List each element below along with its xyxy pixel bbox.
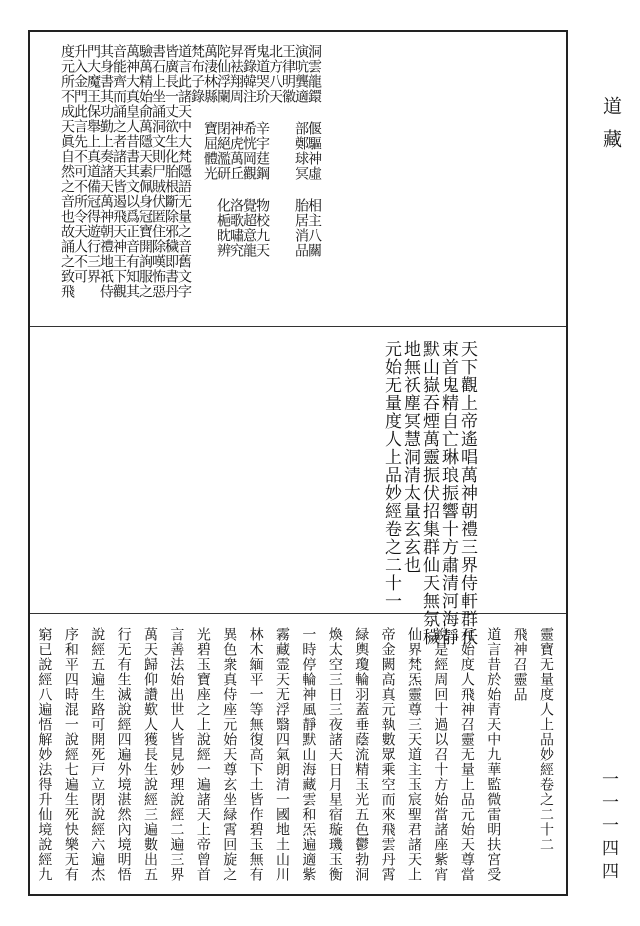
panel-top-column: 驗萬精始俞萬隱天素佩身冠寶開詢服之 [137, 44, 153, 299]
panel-bottom-column: 行无有生滅說經四遍外境湛然內境明悟 [115, 627, 132, 882]
panel-top-column: 升入金門此言先不可不所令天人不可 [72, 44, 88, 284]
panel-top-column: 書石上坐誦洞文則尸賊伏匿住除嘆怖惡 [150, 44, 166, 299]
panel-top-column: 度元所不成天眞自然之音也故誦之致飛 [59, 44, 75, 299]
panel-bottom-column: 異色衆真侍座元始天尊玄坐緑霄回旋之 [221, 627, 238, 882]
panel-top-column: 道言此諸天中大梵隱語无量之音舊文字 [176, 44, 192, 299]
panel-top-column: 北方八天 [267, 44, 283, 104]
panel-middle-column: 地無祅塵冥慧洞清太量玄玄也 [400, 340, 420, 574]
panel-bottom-column: 緑輿瓊輪羽蓋垂蔭流精玉光五色鬱勃洞 [353, 627, 370, 882]
panel-top-column: 鬼道哭玠 辛宇莛鋼 物校九天 [254, 44, 270, 258]
panel-top-column: 萬淒林縣 寶屈體光 [202, 44, 218, 181]
panel-top-column: 昇袪翔周 神虎萬丘 洛歌嘯究 [228, 44, 244, 258]
panel-middle-column: 元始无量度人上品妙經卷之二十一 [381, 340, 401, 610]
panel-top-column: 萬神大真皇人昔書其文以爲正音有知其 [124, 44, 140, 299]
panel-top-column: 胥錄韓注 希恍岡觀 覺超意龍 [241, 44, 257, 258]
panel-bottom-column: 光碧玉寶座之上說經一遍諸天上帝曾首 [194, 627, 211, 882]
panel-bottom-column: 一時停輪神風靜默山海藏雲和炁遍適紫 [300, 627, 317, 882]
panel-top-column: 音能齊而誦之者諸天皆遏飛天神王下觀 [111, 44, 127, 299]
panel-bottom-column: 窮已說經八遍悟解妙法得升仙境說經九 [36, 627, 53, 882]
page-frame [28, 30, 568, 896]
panel-top-column: 梵布子錄 [189, 44, 205, 104]
panel-bottom-column: 序和平四時混一說經七遍生死快樂无有 [62, 627, 79, 882]
panel-bottom-column: 仙界梵炁靈尊三天道主玉宸聖君諸天上 [406, 627, 422, 882]
panel-bottom-column: 煥太空三日三夜諸天日月星宿璇璣玉衡 [326, 627, 343, 882]
panel-middle-column: 默山嶽吞煙萬靈振伏招集群仙天無氛穢 [419, 340, 439, 646]
panel-bottom-column: 霧藏霊天无浮翳四氣朗清一國地土山川 [274, 627, 290, 882]
panel-bottom-column: 道言昔於始青天中九華監微雷明扶宮受 [485, 627, 502, 882]
panel-middle-column: 天下觀上帝遙唱萬神朝禮三界侍軒群仸 [457, 340, 477, 646]
panel-top-column: 皆廣長一丈欲生化胎根斷除邪穢即書丹 [163, 44, 179, 299]
panel-bottom-column: 萬天歸仰讚歎人獲長生說經三遍數出五 [142, 627, 158, 882]
panel-bottom-column: 說經五遍生路可開死戸立閉說經六遍杰 [89, 627, 106, 882]
divider-top [30, 326, 566, 327]
side-title: 道藏 [600, 96, 622, 162]
panel-top-column: 王律明徽 [280, 44, 296, 104]
panel-bottom-column: 靈寶无量度人上品妙經卷之二十二 [538, 627, 554, 852]
panel-bottom-column: 帝金闕高真元執數眾乘空而來飛雲丹霄 [379, 627, 396, 882]
panel-top-column: 其身書其功勤上奏諸天萬神朝禮地祇侍 [98, 44, 114, 299]
panel-top-column: 陀仙浮闌 閉絕濫研 化梔眈辨 [215, 44, 231, 258]
panel-bottom-column: 說是經周回十過以召十方始當諸座紫宵 [432, 627, 449, 882]
panel-bottom-column: 言善法始出世人皆見妙理說經二遍三界 [168, 627, 185, 882]
panel-bottom-column: 林木緬平一等無復高下土皆作碧玉無有 [247, 627, 264, 882]
panel-bottom [30, 615, 566, 898]
panel-middle [30, 328, 566, 646]
panel-top-column: 門大魔王保舉上真道備冠得遊行三界 [85, 44, 101, 284]
panel-bottom-column: 飛神召靈品 [511, 627, 528, 702]
panel-top-column: 演吭龔適 部鄭球冥 胎居消品 [293, 44, 309, 258]
page-number: 一一一四四 [598, 770, 618, 885]
panel-top [30, 32, 566, 326]
panel-top-column: 洞雲龍鐶 偃驅神虛 相主八關 [306, 44, 322, 258]
divider-bottom [30, 613, 566, 614]
panel-middle-column: 束首鬼精自亡琳琅振響十方肅清河海靜 [438, 340, 458, 646]
panel-bottom-column: 元始度人飛神召靈无量上品元始天尊當 [458, 627, 475, 882]
